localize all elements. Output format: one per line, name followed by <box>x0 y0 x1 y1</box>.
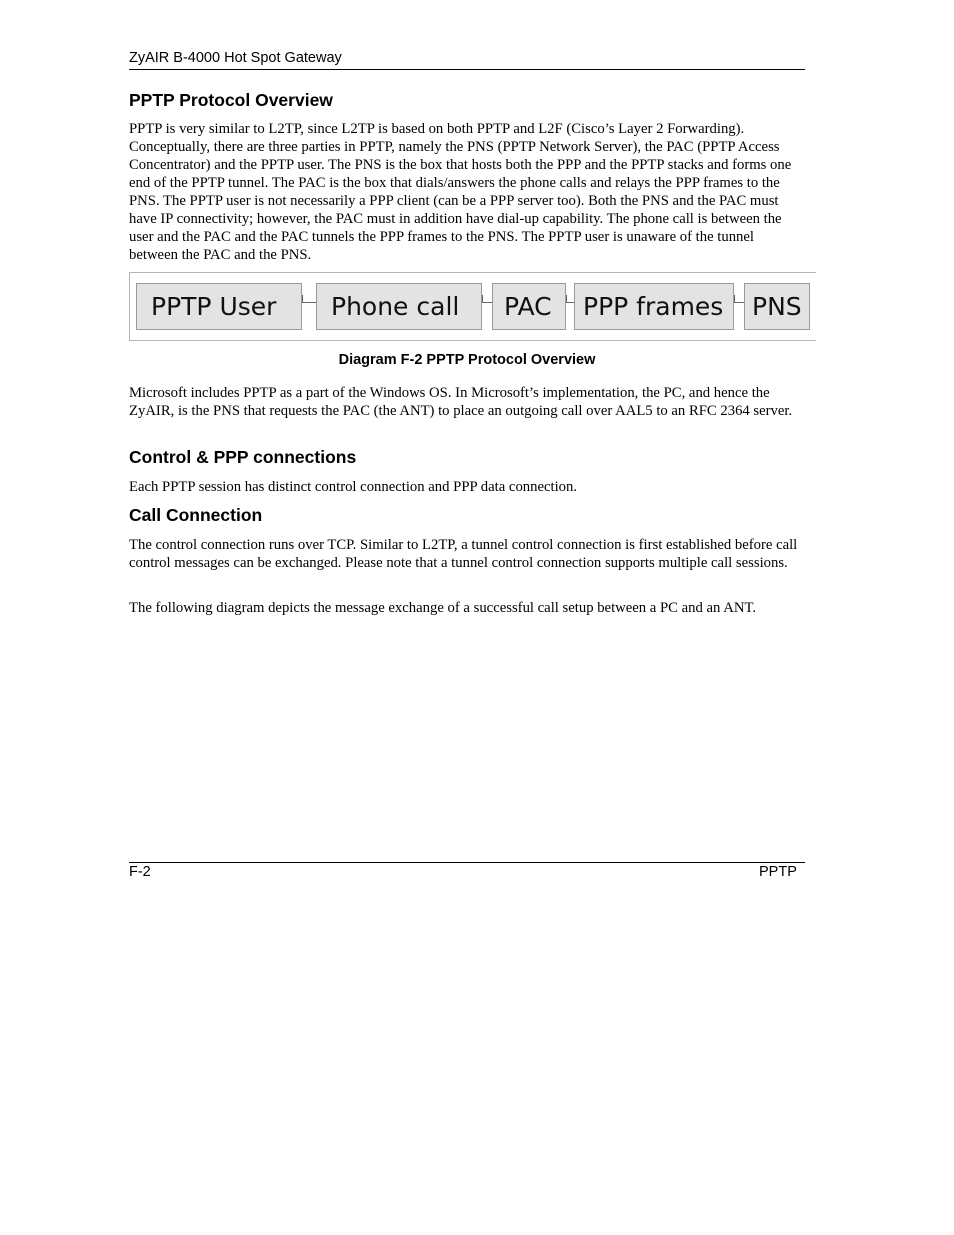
paragraph-call-connection: The control connection runs over TCP. Similar to L2TP, a tunnel control connection is first established before call control messages can be exchanged. Please note that a tunnel control connection supports multiple call sessions. <box>129 537 798 571</box>
footer-chapter-title: PPTP <box>759 864 797 880</box>
diagram-connector-tick <box>734 295 735 303</box>
diagram-connector <box>482 302 492 303</box>
diagram-connector <box>734 302 744 303</box>
diagram-caption: Diagram F-2 PPTP Protocol Overview <box>338 352 596 368</box>
footer-page-number: F-2 <box>129 864 151 880</box>
header-rule <box>129 69 805 70</box>
paragraph-diagram-intro: The following diagram depicts the message exchange of a successful call setup between a PC and an ANT. <box>129 600 757 616</box>
diagram-connector <box>302 302 316 303</box>
heading-pptp-overview: PPTP Protocol Overview <box>129 90 333 110</box>
diagram-connector-tick <box>482 295 483 303</box>
diagram-connector-tick <box>302 295 303 303</box>
paragraph-pptp-overview: PPTP is very similar to L2TP, since L2TP is based on both PPTP and L2F (Cisco’s Layer 2 Forwarding). Conceptually, there are three parties in PPTP, namely the PNS (PPTP Network Server), the PAC (PPTP Access Concentrator) and the PPTP user. The PNS is the box that hosts both the PPP and the PPTP stacks and forms one end of the PPTP tunnel. The PAC is the box that dials/answers the phone calls and relays the PPP frames to the PNS. The PPTP user is not necessarily a PPP client (can be a PPP server too). Both the PNS and the PAC must have IP connectivity; however, the PAC must in addition have dial-up capability. The phone call is between the user and the PAC and the PAC tunnels the PPP frames to the PNS. The PPTP user is unaware of the tunnel between the PAC and the PNS. <box>129 121 792 263</box>
diagram-box-pac: PAC <box>492 283 566 330</box>
diagram-box-pptp-user: PPTP User <box>136 283 302 330</box>
paragraph-control-ppp: Each PPTP session has distinct control connection and PPP data connection. <box>129 479 578 495</box>
diagram-box-pns: PNS <box>744 283 810 330</box>
footer-rule <box>129 862 805 863</box>
pptp-overview-diagram <box>129 272 816 341</box>
heading-call-connection: Call Connection <box>129 505 263 525</box>
diagram-connector-tick <box>566 295 567 303</box>
heading-control-ppp: Control & PPP connections <box>129 447 357 467</box>
running-header: ZyAIR B-4000 Hot Spot Gateway <box>129 50 342 66</box>
paragraph-microsoft: Microsoft includes PPTP as a part of the Windows OS. In Microsoft’s implementation, the PC, and hence the ZyAIR, is the PNS that requests the PAC (the ANT) to place an outgoing call over AAL5 to an RFC 2364 server. <box>129 385 793 419</box>
diagram-box-phone-call: Phone call <box>316 283 482 330</box>
diagram-connector <box>566 302 574 303</box>
diagram-box-ppp-frames: PPP frames <box>574 283 734 330</box>
